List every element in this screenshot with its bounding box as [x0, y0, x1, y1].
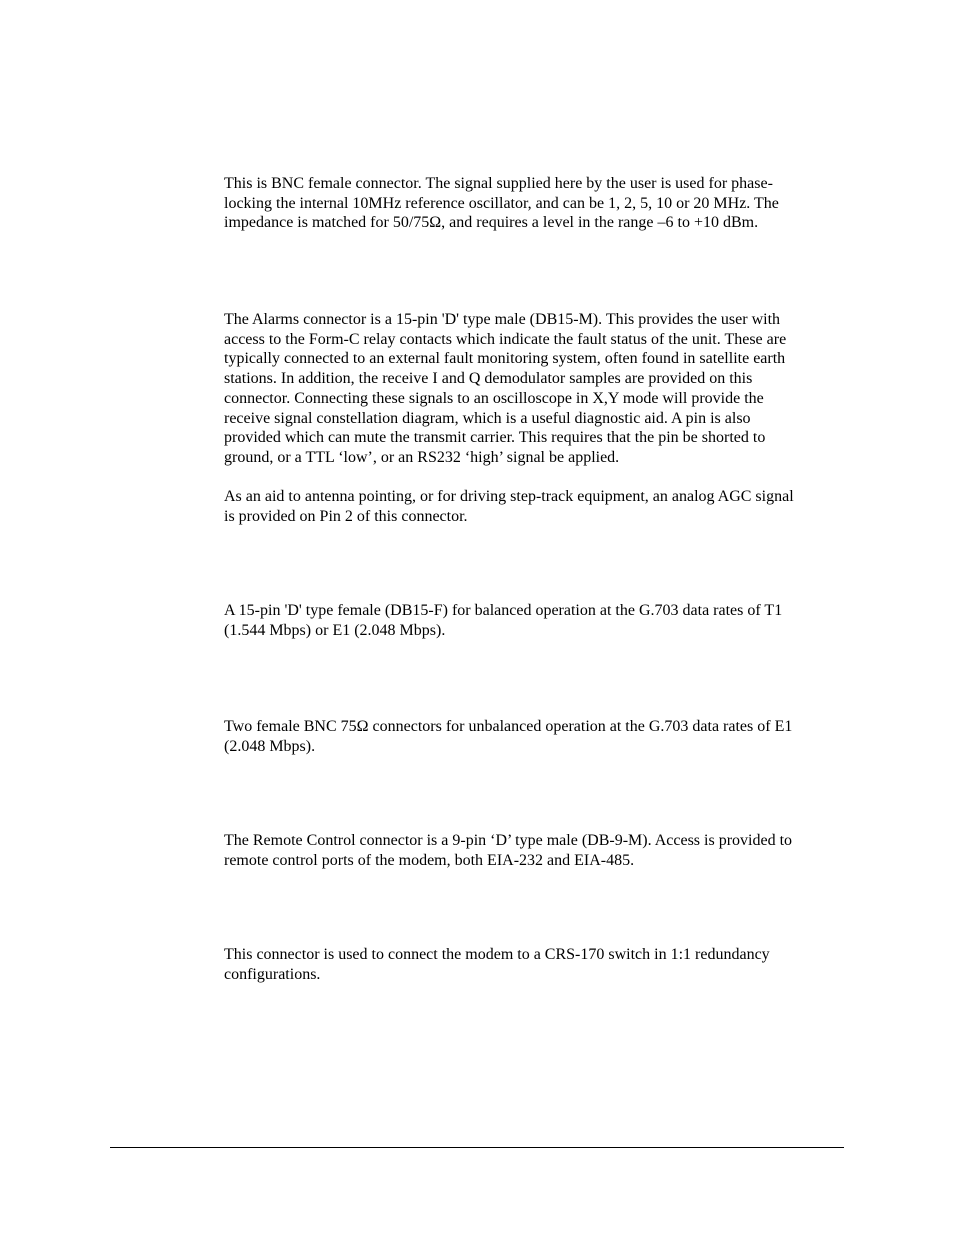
- text-line: This is BNC female connector. The signal supplied here by the user is used for phase-: [224, 175, 773, 192]
- text-line: connector. Connecting these signals to an oscilloscope in X,Y mode will provide the: [224, 389, 764, 407]
- text-line: Two female BNC 75Ω connectors for unbalanced operation at the G.703 data rates of E1: [224, 718, 793, 735]
- text-line: receive signal constellation diagram, which is a useful diagnostic aid. A pin is also: [224, 409, 751, 427]
- redundancy-paragraph: [224, 945, 844, 984]
- footer-divider: [110, 1147, 844, 1148]
- text-line: impedance is matched for 50/75Ω, and requires a level in the range –6 to +10 dBm.: [224, 214, 759, 232]
- text-line: is provided on Pin 2 of this connector.: [224, 507, 468, 525]
- unbalanced-paragraph: [224, 717, 844, 756]
- text-line: The Remote Control connector is a 9-pin ‘D’ type male (DB-9-M). Access is provided to: [224, 832, 793, 849]
- balanced-paragraph: [224, 601, 844, 640]
- text-line: provided which can mute the transmit carrier. This requires that the pin be shorted to: [224, 429, 766, 447]
- alarms-paragraph: [224, 310, 844, 468]
- text-line: configurations.: [224, 965, 321, 983]
- agc-paragraph: [224, 487, 844, 526]
- text-line: remote control ports of the modem, both EIA-232 and EIA-485.: [224, 851, 635, 869]
- text-line: stations. In addition, the receive I and Q demodulator samples are provided on this: [224, 370, 753, 388]
- text-line: (2.048 Mbps).: [224, 737, 316, 755]
- text-line: This connector is used to connect the modem to a CRS-170 switch in 1:1 redundancy: [224, 946, 770, 963]
- ext-ref-paragraph: [224, 174, 844, 233]
- text-line: As an aid to antenna pointing, or for driving step-track equipment, an analog AGC signal: [224, 488, 794, 505]
- text-line: ground, or a TTL ‘low’, or an RS232 ‘high’ signal be applied.: [224, 448, 620, 466]
- text-line: A 15-pin 'D' type female (DB15-F) for balanced operation at the G.703 data rates of T1: [224, 602, 783, 619]
- text-line: typically connected to an external fault monitoring system, often found in satellite earth: [224, 350, 786, 368]
- remote-control-paragraph: [224, 831, 844, 870]
- text-line: The Alarms connector is a 15-pin 'D' type male (DB15-M). This provides the user with: [224, 311, 781, 328]
- text-line: (1.544 Mbps) or E1 (2.048 Mbps).: [224, 621, 446, 639]
- text-line: access to the Form-C relay contacts which indicate the fault status of the unit. These are: [224, 330, 787, 348]
- text-line: locking the internal 10MHz reference oscillator, and can be 1, 2, 5, 10 or 20 MHz. The: [224, 194, 779, 212]
